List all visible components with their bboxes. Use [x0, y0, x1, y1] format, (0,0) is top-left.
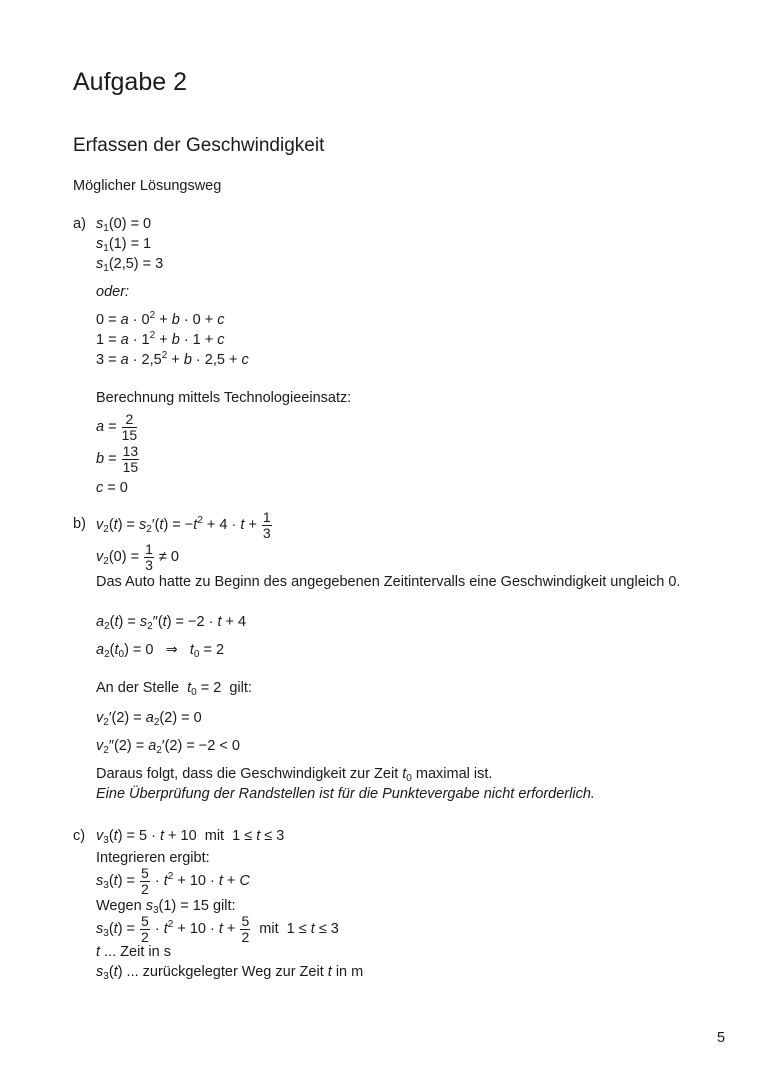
equation-v2-0: $v_2(0)$ = $\frac{1}{3}$ ≠ 0	[96, 541, 179, 573]
integrieren-label: Integrieren ergibt:	[96, 850, 210, 866]
section-subtitle: Erfassen der Geschwindigkeit	[73, 135, 325, 156]
equation-s1-0: $s_1(0) = 0$	[96, 216, 152, 234]
gilt-c-text: gilt:	[212, 898, 236, 914]
equation-v3: $v_3(t) = 5 \cdot t + 10$ mit 1 ≤ t ≤ 3	[96, 828, 285, 846]
result-a: a = $\frac{2}{15}$	[96, 411, 138, 443]
wegen-line: Wegen $s_3(1) = 15$ gilt:	[96, 898, 236, 916]
maximal-text: maximal ist.	[415, 766, 493, 782]
oder-label: oder:	[96, 284, 130, 300]
equation-v2-prime: $v_2'(2) = a_2(2) = 0$	[96, 710, 202, 728]
equation-a2: $a_2(t) = s_2''(t) = -2 \cdot t + 4$	[96, 614, 247, 632]
result-c: c = 0	[96, 480, 128, 496]
daraus-text: Daraus folgt, dass die Geschwindigkeit zur Zeit	[96, 766, 399, 782]
equation-s3-specific: $s_3(t)$ = $\frac{5}{2}$ · $t^2 + 10 \cdot t$ + $\frac{5}{2}$ mit 1 ≤ t ≤ 3	[96, 913, 339, 945]
legend-s3-text: ... zurückgelegter Weg zur Zeit	[126, 964, 324, 980]
equation-s1-25: $s_1(2,5) = 3$	[96, 256, 164, 274]
equation-system-2: $1 = a \cdot 1^2 + b \cdot 1 + c$	[96, 330, 225, 348]
part-c-label: c)	[73, 828, 86, 844]
gilt-text: gilt:	[229, 680, 252, 696]
legend-t-text: ... Zeit in s	[104, 944, 171, 960]
equation-system-3: $3 = a \cdot 2,5^2 + b \cdot 2,5 + c$	[96, 350, 249, 368]
wegen-text: Wegen	[96, 898, 142, 914]
an-der-stelle-text: An der Stelle	[96, 680, 180, 696]
legend-s3-unit: in m	[335, 964, 364, 980]
berechnung-label: Berechnung mittels Technologieeinsatz:	[96, 390, 352, 406]
equation-s1-1: $s_1(1) = 1$	[96, 236, 152, 254]
solution-label: Möglicher Lösungsweg	[73, 178, 222, 194]
randstellen-note: Eine Überprüfung der Randstellen ist für die Punktevergabe nicht erforderlich.	[96, 786, 595, 802]
part-a-label: a)	[73, 216, 86, 232]
statement-b: Das Auto hatte zu Beginn des angegebenen Zeitintervalls eine Geschwindigkeit ungleich 0.	[96, 574, 681, 590]
result-b: b = $\frac{13}{15}$	[96, 443, 139, 475]
equation-s3-general: $s_3(t)$ = $\frac{5}{2}$ · $t^2 + 10 \cdot t + C$	[96, 865, 250, 897]
equation-v2-double-prime: $v_2''(2) = a_2'(2) = -2 < 0$	[96, 738, 240, 756]
legend-t: t ... Zeit in s	[96, 944, 171, 960]
page-title: Aufgabe 2	[73, 68, 187, 96]
part-b-label: b)	[73, 516, 86, 532]
an-der-stelle-line: An der Stelle $t_0 = 2$ gilt:	[96, 680, 252, 698]
equation-a2-t0: $a_2(t_0) = 0$ ⇒ $t_0 = 2$	[96, 642, 225, 660]
daraus-line: Daraus folgt, dass die Geschwindigkeit zur Zeit $t_0$ maximal ist.	[96, 766, 493, 784]
legend-s3: $s_3(t)$ ... zurückgelegter Weg zur Zeit t in m	[96, 964, 364, 982]
equation-v2: $v_2(t) = s_2'(t) = -t^2 + 4 \cdot t$ + $\frac{1}{3}$	[96, 509, 271, 541]
equation-system-1: $0 = a \cdot 0^2 + b \cdot 0 + c$	[96, 310, 225, 328]
page-number: 5	[717, 1030, 726, 1046]
